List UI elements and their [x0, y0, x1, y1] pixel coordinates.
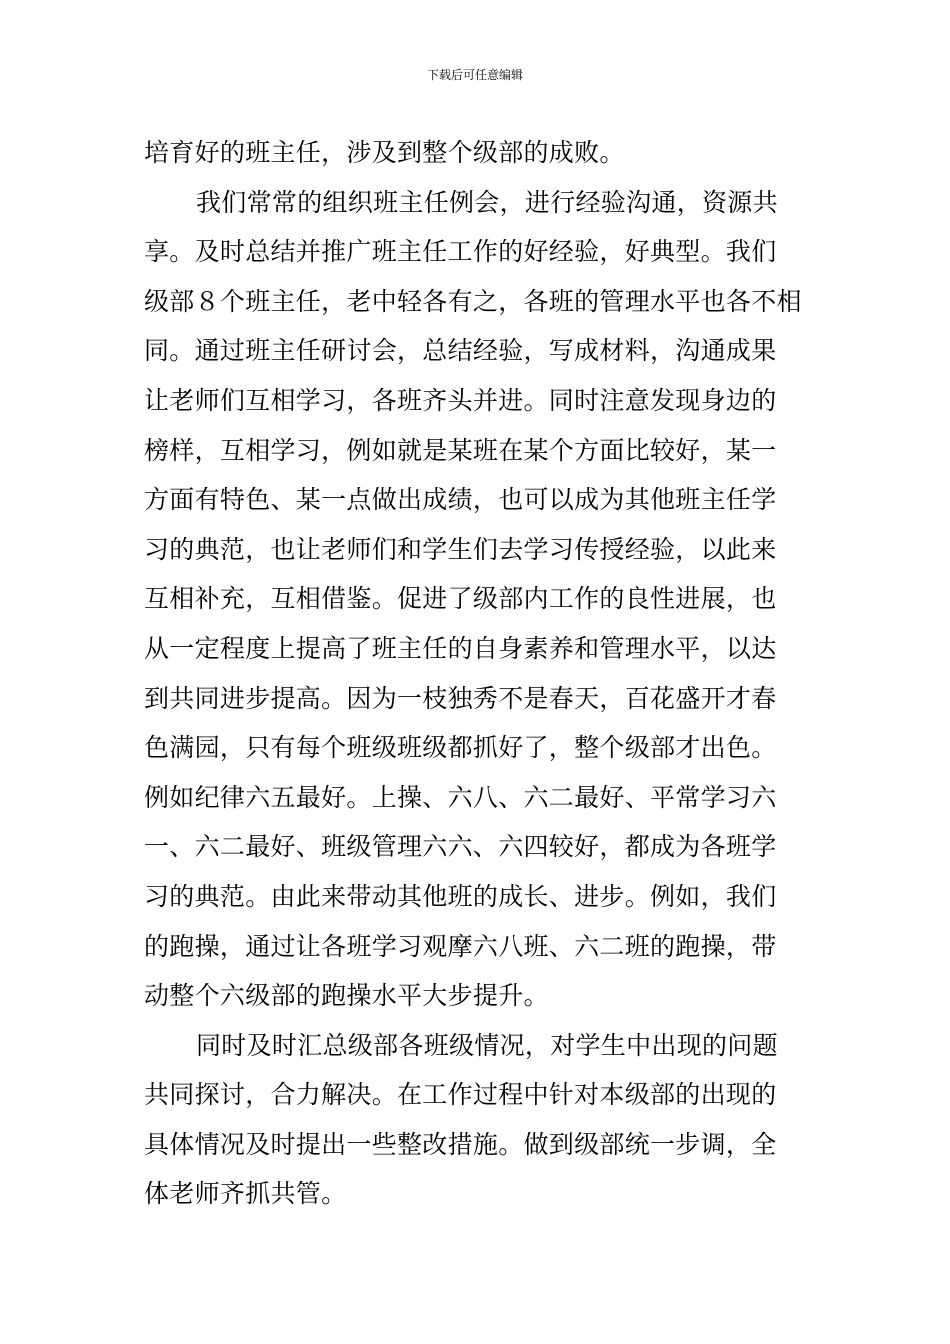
text-line: 动整个六级部的跑操水平大步提升。	[144, 981, 549, 1011]
text-line: 具体情况及时提出一些整改措施。做到级部统一步调，全	[144, 1129, 777, 1159]
text-line: 同。通过班主任研讨会，总结经验，写成材料，沟通成果	[144, 336, 777, 366]
text-line: 同时及时汇总级部各班级情况，对学生中出现的问题	[196, 1030, 778, 1060]
text-line: 到共同进步提高。因为一枝独秀不是春天，百花盛开才春	[144, 683, 777, 713]
text-line: 一、六二最好、班级管理六六、六四较好，都成为各班学	[144, 832, 777, 862]
text-line: 培育好的班主任，涉及到整个级部的成败。	[144, 138, 625, 167]
text-line: 例如纪律六五最好。上操、六八、六二最好、平常学习六	[144, 782, 777, 812]
text-line: 体老师齐抓共管。	[144, 1179, 347, 1209]
text-line: 习的典范。由此来带动其他班的成长、进步。例如，我们	[144, 881, 777, 911]
text-line: 色满园，只有每个班级班级都抓好了，整个级部才出色。	[144, 733, 777, 763]
text-line: 享。及时总结并推广班主任工作的好经验，好典型。我们	[144, 237, 777, 267]
text-line: 方面有特色、某一点做出成绩，也可以成为其他班主任学	[144, 485, 777, 515]
text-line: 我们常常的组织班主任例会，进行经验沟通，资源共	[196, 187, 778, 217]
text-line: 级部８个班主任，老中轻各有之，各班的管理水平也各不相	[144, 286, 802, 316]
text-line: 让老师们互相学习，各班齐头并进。同时注意发现身边的	[144, 385, 777, 415]
text-line: 互相补充，互相借鉴。促进了级部内工作的良性进展，也	[144, 584, 777, 614]
text-line: 的跑操，通过让各班学习观摩六八班、六二班的跑操，带	[144, 931, 777, 961]
text-line: 从一定程度上提高了班主任的自身素养和管理水平，以达	[144, 633, 777, 663]
text-line: 共同探讨，合力解决。在工作过程中针对本级部的出现的	[144, 1080, 777, 1110]
body-text	[144, 128, 806, 1219]
text-line: 习的典范，也让老师们和学生们去学习传授经验，以此来	[144, 534, 777, 564]
page-header: 下载后可任意编辑	[426, 68, 523, 82]
text-line: 榜样，互相学习，例如就是某班在某个方面比较好，某一	[144, 435, 777, 465]
